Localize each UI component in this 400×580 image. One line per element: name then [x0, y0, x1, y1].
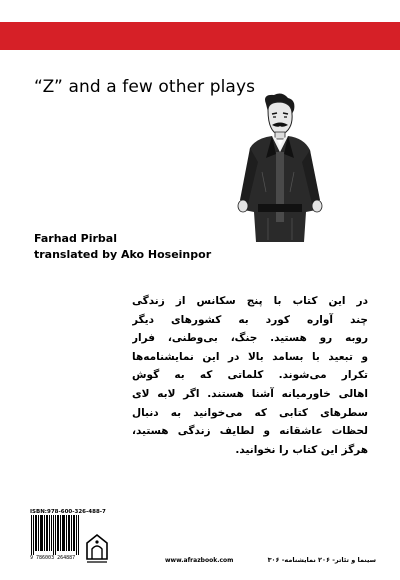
blurb-line: سطرهای کتابی که می‌خوانید به دنبال — [132, 406, 368, 419]
top-red-band — [0, 22, 400, 50]
isbn-label: ISBN:978-600-326-488-7 — [30, 509, 106, 515]
series-info: سینما و تئاتر- ۲۰۶ نمایشنامه- ۳۰۶ — [267, 556, 376, 564]
blurb-line: روبه رو هستید. جنگ، بی‌وطنی، فرار — [132, 332, 368, 345]
author-portrait — [222, 92, 334, 242]
book-title: “Z” and a few other plays — [34, 77, 256, 97]
back-cover-blurb — [132, 292, 368, 459]
publisher-website: www.afrazbook.com — [165, 557, 234, 564]
blurb-line: تکرار می‌شوند. کلماتی که به گوش — [132, 369, 368, 382]
blurb-line: لحظات عاشقانه و لطایف زندگی هستید، — [132, 425, 368, 438]
blurb-line: اهالی خاورمیانه آشنا هستند. اگر لابه لای — [132, 387, 368, 400]
blurb-line: چند آواره کورد به کشورهای دیگر — [132, 313, 368, 326]
author-name: Farhad Pirbal — [34, 232, 117, 245]
publisher-logo — [84, 533, 110, 563]
author-credits — [34, 231, 211, 263]
blurb-line: در این کتاب با پنج سکانس از زندگی — [132, 295, 368, 307]
blurb-line: هرگز این کتاب را نخوانید. — [235, 443, 368, 456]
isbn-barcode — [30, 515, 80, 555]
translator-name: translated by Ako Hoseinpor — [34, 248, 212, 261]
blurb-line: و تبعید با بسامد بالا در این نمایشنامه‌ها — [132, 350, 368, 363]
barcode-digits: 9 786003 264887 — [30, 555, 76, 561]
